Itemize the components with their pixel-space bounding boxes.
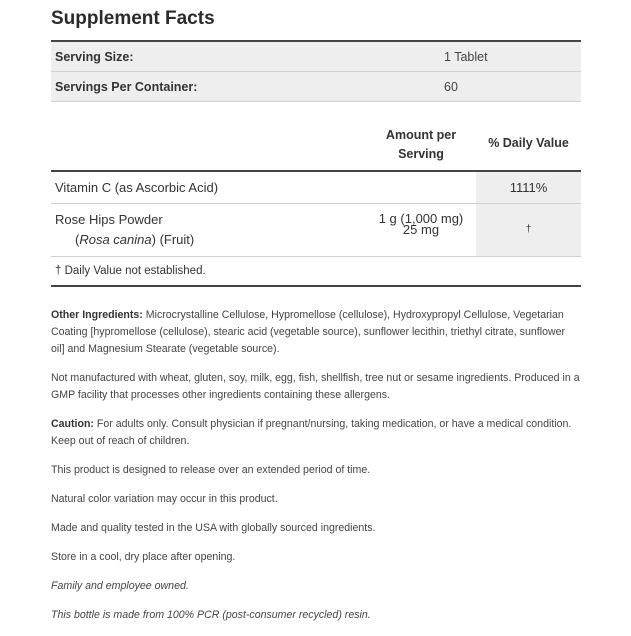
caution-statement xyxy=(51,416,581,450)
extended-release-note: This product is designed to release over an extended period of time. xyxy=(51,464,371,476)
other-ingredients-label: Other Ingredients: xyxy=(51,309,143,321)
nutrient-amount: 1 g (1,000 mg) xyxy=(378,211,464,226)
daily-value-header: % Daily Value xyxy=(488,136,569,150)
serving-size-label: Serving Size: xyxy=(55,49,134,64)
nutrient-amount: 25 mg xyxy=(402,222,440,237)
nutrient-dv-text: 1111% xyxy=(509,180,548,195)
caution-text: For adults only. Consult physician if pregnant/nursing, taking medication, or have a medical condition. Keep out of reach of children. xyxy=(51,418,572,447)
nutrient-part: (Fruit) xyxy=(155,232,195,247)
amount-header-line1: Amount per xyxy=(385,128,457,142)
recycled-bottle-note xyxy=(51,607,581,624)
family-owned-text: Family and employee owned. xyxy=(51,580,189,592)
nutrient-daily-value xyxy=(476,172,581,203)
made-in-usa-note: Made and quality tested in the USA with globally sourced ingredients. xyxy=(51,522,376,534)
amount-per-serving-header xyxy=(371,126,471,164)
servings-per-container-label: Servings Per Container: xyxy=(55,79,198,94)
serving-size-row xyxy=(51,42,581,71)
color-variation-note: Natural color variation may occur in this product. xyxy=(51,493,278,505)
nutrient-column-headers xyxy=(51,124,581,168)
servings-per-container-value: 60 xyxy=(444,79,458,94)
nutrient-latin-name: Rosa canina xyxy=(79,232,152,247)
other-ingredients xyxy=(51,307,581,358)
servings-per-container-row xyxy=(51,71,581,102)
serving-info-table xyxy=(51,40,581,102)
nutrient-dv-text: † xyxy=(525,224,532,235)
product-notes xyxy=(51,307,581,636)
nutrient-row xyxy=(51,203,581,256)
footnote-row xyxy=(51,256,581,287)
allergen-statement: Not manufactured with wheat, gluten, soy, milk, egg, fish, shellfish, tree nut or sesame ingredients. Produced in a GMP facility that processes other ingredients containing these allergens. xyxy=(51,372,580,401)
recycled-bottle-text: This bottle is made from 100% PCR (post-consumer recycled) resin. xyxy=(51,609,371,621)
nutrient-name: Vitamin C (as Ascorbic Acid) xyxy=(55,180,219,195)
nutrient-name: Rose Hips Powder xyxy=(55,212,163,227)
nutrient-source: (Rosa canina) (Fruit) xyxy=(75,232,195,247)
page-title: Supplement Facts xyxy=(51,8,215,29)
serving-size-value: 1 Tablet xyxy=(444,49,488,64)
other-ingredients-text: Microcrystalline Cellulose, Hypromellose (cellulose), Hydroxypropyl Cellulose, Vegetarian Coating [hypromellose (cellulose), stearic acid (vegetable source), sunflower lecithin, triethyl citrate, sunflower oil] and Magnesium Stearate (vegetable source). xyxy=(51,309,566,355)
daily-value-footnote: † Daily Value not established. xyxy=(55,265,206,277)
nutrient-table xyxy=(51,170,581,287)
nutrient-daily-value xyxy=(476,204,581,256)
caution-label: Caution: xyxy=(51,418,94,430)
amount-header-line2: Serving xyxy=(398,147,444,161)
family-owned-note xyxy=(51,578,581,595)
storage-note: Store in a cool, dry place after opening. xyxy=(51,551,236,563)
